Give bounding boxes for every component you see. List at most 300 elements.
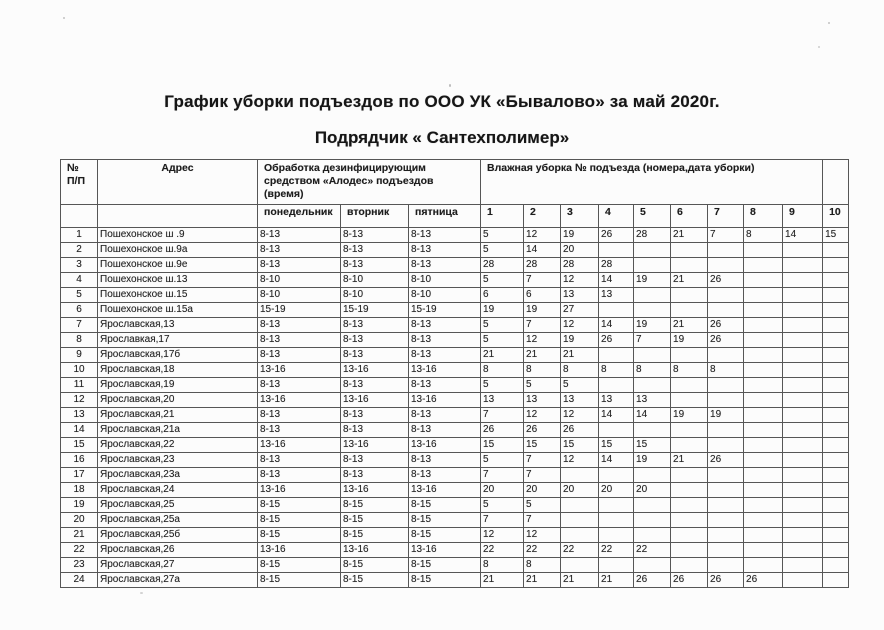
address-cell: Ярославская,23а — [98, 468, 258, 483]
entrance-date-cell: 21 — [671, 228, 708, 243]
entrance-date-cell — [561, 513, 599, 528]
entrance-date-cell: 12 — [481, 528, 524, 543]
table-row — [61, 333, 849, 348]
tuesday-time-cell: 13-16 — [341, 393, 409, 408]
entrance-date-cell: 26 — [744, 573, 783, 588]
monday-time-cell: 13-16 — [258, 363, 341, 378]
row-number-cell: 11 — [61, 378, 98, 393]
monday-time-cell: 8-10 — [258, 273, 341, 288]
entrance-date-cell — [708, 288, 744, 303]
entrance-date-cell: 28 — [561, 258, 599, 273]
entrance-date-cell — [823, 363, 849, 378]
friday-time-cell: 8-13 — [409, 243, 481, 258]
entrance-date-cell: 26 — [708, 573, 744, 588]
entrance-date-cell — [744, 348, 783, 363]
entrance-date-cell: 12 — [561, 273, 599, 288]
entrance-date-cell: 14 — [634, 408, 671, 423]
entrance-date-cell: 7 — [524, 273, 561, 288]
tuesday-time-cell: 8-13 — [341, 243, 409, 258]
entrance-date-cell — [671, 543, 708, 558]
row-number-cell: 19 — [61, 498, 98, 513]
entrance-date-cell — [744, 438, 783, 453]
friday-time-cell: 8-13 — [409, 408, 481, 423]
entrance-date-cell: 8 — [561, 363, 599, 378]
entrance-date-cell: 15 — [634, 438, 671, 453]
entrance-date-cell: 13 — [599, 393, 634, 408]
monday-time-cell: 13-16 — [258, 483, 341, 498]
entrance-date-cell: 7 — [524, 318, 561, 333]
address-cell: Пошехонское ш.9е — [98, 258, 258, 273]
entrance-date-cell — [744, 483, 783, 498]
monday-time-cell: 13-16 — [258, 393, 341, 408]
address-cell: Пошехонское ш.13 — [98, 273, 258, 288]
monday-time-cell: 8-10 — [258, 288, 341, 303]
entrance-date-cell — [634, 528, 671, 543]
num-header-line1: № — [67, 162, 79, 174]
entrance-date-cell — [634, 243, 671, 258]
row-number-cell: 22 — [61, 543, 98, 558]
entrance-date-cell — [634, 348, 671, 363]
entrance-date-cell: 21 — [671, 453, 708, 468]
table-row — [61, 483, 849, 498]
tuesday-time-cell: 8-15 — [341, 498, 409, 513]
tuesday-time-cell: 8-13 — [341, 453, 409, 468]
entrance-date-cell — [634, 498, 671, 513]
entrance-date-cell — [823, 573, 849, 588]
scan-speck — [63, 17, 65, 19]
entrance-date-cell — [708, 498, 744, 513]
table-row — [61, 468, 849, 483]
entrance-date-cell — [671, 483, 708, 498]
entrance-date-cell — [708, 393, 744, 408]
column-header-disinfection: Обработка дезинфицирующим средством «Алодес» подъездов (время) — [258, 160, 481, 205]
entrance-date-cell: 13 — [524, 393, 561, 408]
entrance-date-cell: 26 — [708, 273, 744, 288]
table-row — [61, 558, 849, 573]
document-subtitle: Подрядчик « Сантехполимер» — [314, 128, 570, 147]
table-row — [61, 378, 849, 393]
tuesday-time-cell: 8-15 — [341, 558, 409, 573]
entrance-date-cell — [744, 468, 783, 483]
entrance-date-cell — [708, 303, 744, 318]
entrance-date-cell: 19 — [634, 273, 671, 288]
entrance-date-cell — [744, 393, 783, 408]
address-cell: Ярославская,17б — [98, 348, 258, 363]
friday-time-cell: 8-15 — [409, 558, 481, 573]
entrance-date-cell: 7 — [524, 468, 561, 483]
entrance-date-cell — [744, 453, 783, 468]
entrance-date-cell — [823, 273, 849, 288]
address-cell: Пошехонское ш.15 — [98, 288, 258, 303]
entrance-date-cell: 21 — [599, 573, 634, 588]
column-header-monday: понедельник — [258, 205, 341, 228]
entrance-date-cell: 8 — [524, 558, 561, 573]
entrance-date-cell: 8 — [481, 558, 524, 573]
entrance-date-cell: 5 — [561, 378, 599, 393]
table-row — [61, 303, 849, 318]
address-cell: Ярославская,26 — [98, 543, 258, 558]
entrance-date-cell — [823, 483, 849, 498]
entrance-date-cell: 5 — [524, 498, 561, 513]
entrance-date-cell — [823, 408, 849, 423]
empty-header-cell — [98, 205, 258, 228]
entrance-date-cell — [671, 243, 708, 258]
entrance-date-cell — [783, 318, 823, 333]
entrance-date-cell: 19 — [671, 333, 708, 348]
table-row — [61, 393, 849, 408]
entrance-date-cell: 19 — [524, 303, 561, 318]
entrance-date-cell — [823, 543, 849, 558]
entrance-date-cell — [708, 483, 744, 498]
table-row — [61, 258, 849, 273]
entrance-date-cell: 13 — [561, 393, 599, 408]
entrance-date-cell — [708, 348, 744, 363]
entrance-date-cell — [744, 363, 783, 378]
monday-time-cell: 8-13 — [258, 243, 341, 258]
table-row — [61, 513, 849, 528]
entrance-date-cell: 20 — [524, 483, 561, 498]
address-cell: Ярославская,18 — [98, 363, 258, 378]
entrance-date-cell: 21 — [524, 348, 561, 363]
table-row — [61, 498, 849, 513]
tuesday-time-cell: 8-13 — [341, 318, 409, 333]
row-number-cell: 15 — [61, 438, 98, 453]
entrance-date-cell: 22 — [524, 543, 561, 558]
num-header-line2: П/П — [67, 175, 86, 187]
tuesday-time-cell: 8-13 — [341, 348, 409, 363]
entrance-date-cell — [783, 303, 823, 318]
entrance-date-cell: 12 — [561, 318, 599, 333]
table-row — [61, 543, 849, 558]
column-header-tuesday: вторник — [341, 205, 409, 228]
entrance-date-cell — [634, 258, 671, 273]
column-header-entrance-7: 7 — [708, 205, 744, 228]
entrance-date-cell — [708, 243, 744, 258]
table-row — [61, 438, 849, 453]
entrance-date-cell: 21 — [561, 348, 599, 363]
entrance-date-cell — [783, 543, 823, 558]
address-cell: Ярославская,21а — [98, 423, 258, 438]
column-header-entrance-1: 1 — [481, 205, 524, 228]
entrance-date-cell: 19 — [708, 408, 744, 423]
entrance-date-cell — [744, 528, 783, 543]
entrance-date-cell: 26 — [481, 423, 524, 438]
row-number-cell: 7 — [61, 318, 98, 333]
entrance-date-cell: 21 — [524, 573, 561, 588]
entrance-date-cell — [783, 468, 823, 483]
entrance-date-cell: 8 — [599, 363, 634, 378]
entrance-date-cell: 15 — [823, 228, 849, 243]
entrance-date-cell — [744, 273, 783, 288]
table-row — [61, 423, 849, 438]
entrance-date-cell: 14 — [599, 408, 634, 423]
entrance-date-cell: 12 — [524, 228, 561, 243]
friday-time-cell: 8-13 — [409, 333, 481, 348]
entrance-date-cell: 12 — [524, 408, 561, 423]
entrance-date-cell: 8 — [744, 228, 783, 243]
row-number-cell: 18 — [61, 483, 98, 498]
entrance-date-cell — [744, 513, 783, 528]
monday-time-cell: 8-15 — [258, 528, 341, 543]
entrance-date-cell: 5 — [481, 498, 524, 513]
table-row — [61, 288, 849, 303]
friday-time-cell: 13-16 — [409, 543, 481, 558]
entrance-date-cell — [783, 558, 823, 573]
entrance-date-cell — [671, 558, 708, 573]
entrance-date-cell — [783, 258, 823, 273]
entrance-date-cell: 14 — [599, 453, 634, 468]
entrance-date-cell — [744, 318, 783, 333]
monday-time-cell: 8-15 — [258, 498, 341, 513]
entrance-date-cell — [823, 438, 849, 453]
entrance-date-cell — [744, 498, 783, 513]
entrance-date-cell — [599, 558, 634, 573]
entrance-date-cell — [823, 468, 849, 483]
table-row — [61, 573, 849, 588]
entrance-date-cell — [708, 513, 744, 528]
row-number-cell: 2 — [61, 243, 98, 258]
entrance-date-cell — [783, 513, 823, 528]
entrance-date-cell — [783, 288, 823, 303]
entrance-date-cell: 21 — [671, 318, 708, 333]
entrance-date-cell: 27 — [561, 303, 599, 318]
entrance-date-cell: 21 — [481, 348, 524, 363]
entrance-date-cell — [599, 303, 634, 318]
entrance-date-cell: 6 — [524, 288, 561, 303]
entrance-date-cell: 7 — [708, 228, 744, 243]
friday-time-cell: 8-13 — [409, 378, 481, 393]
table-row — [61, 348, 849, 363]
tuesday-time-cell: 8-13 — [341, 228, 409, 243]
entrance-date-cell — [783, 363, 823, 378]
entrance-date-cell — [744, 333, 783, 348]
column-header-friday: пятница — [409, 205, 481, 228]
entrance-date-cell: 14 — [783, 228, 823, 243]
row-number-cell: 12 — [61, 393, 98, 408]
entrance-date-cell: 14 — [599, 273, 634, 288]
friday-time-cell: 8-13 — [409, 258, 481, 273]
monday-time-cell: 8-15 — [258, 558, 341, 573]
entrance-date-cell: 26 — [634, 573, 671, 588]
entrance-date-cell — [708, 468, 744, 483]
entrance-date-cell: 26 — [561, 423, 599, 438]
entrance-date-cell — [634, 378, 671, 393]
table-header — [61, 160, 849, 228]
tuesday-time-cell: 13-16 — [341, 483, 409, 498]
entrance-date-cell — [783, 333, 823, 348]
address-cell: Ярославская,23 — [98, 453, 258, 468]
entrance-date-cell: 22 — [634, 543, 671, 558]
monday-time-cell: 8-15 — [258, 573, 341, 588]
entrance-date-cell — [823, 453, 849, 468]
entrance-date-cell: 8 — [671, 363, 708, 378]
entrance-date-cell — [823, 528, 849, 543]
tuesday-time-cell: 8-15 — [341, 513, 409, 528]
entrance-date-cell — [599, 378, 634, 393]
friday-time-cell: 8-15 — [409, 528, 481, 543]
address-cell: Пошехонское ш.9а — [98, 243, 258, 258]
entrance-date-cell: 19 — [561, 228, 599, 243]
entrance-date-cell: 13 — [561, 288, 599, 303]
entrance-date-cell: 7 — [481, 468, 524, 483]
row-number-cell: 4 — [61, 273, 98, 288]
entrance-date-cell — [823, 558, 849, 573]
column-header-entrance-6: 6 — [671, 205, 708, 228]
tuesday-time-cell: 8-15 — [341, 528, 409, 543]
entrance-date-cell: 8 — [481, 363, 524, 378]
entrance-date-cell — [823, 258, 849, 273]
entrance-date-cell: 22 — [561, 543, 599, 558]
friday-time-cell: 8-15 — [409, 573, 481, 588]
address-cell: Ярославская,27а — [98, 573, 258, 588]
entrance-date-cell: 19 — [634, 453, 671, 468]
friday-time-cell: 8-13 — [409, 318, 481, 333]
monday-time-cell: 8-13 — [258, 378, 341, 393]
entrance-date-cell: 19 — [561, 333, 599, 348]
entrance-date-cell — [783, 498, 823, 513]
entrance-date-cell: 12 — [561, 453, 599, 468]
entrance-date-cell: 15 — [561, 438, 599, 453]
friday-time-cell: 8-10 — [409, 273, 481, 288]
friday-time-cell: 13-16 — [409, 393, 481, 408]
entrance-date-cell: 7 — [524, 513, 561, 528]
monday-time-cell: 8-13 — [258, 423, 341, 438]
entrance-date-cell — [671, 393, 708, 408]
row-number-cell: 20 — [61, 513, 98, 528]
entrance-date-cell — [708, 423, 744, 438]
entrance-date-cell: 28 — [481, 258, 524, 273]
row-number-cell: 1 — [61, 228, 98, 243]
entrance-date-cell: 26 — [524, 423, 561, 438]
entrance-date-cell — [599, 513, 634, 528]
entrance-date-cell: 21 — [481, 573, 524, 588]
entrance-date-cell: 20 — [561, 483, 599, 498]
entrance-date-cell — [783, 393, 823, 408]
entrance-date-cell: 7 — [634, 333, 671, 348]
entrance-date-cell: 14 — [524, 243, 561, 258]
entrance-date-cell: 28 — [524, 258, 561, 273]
entrance-date-cell — [744, 288, 783, 303]
address-cell: Ярославская,22 — [98, 438, 258, 453]
entrance-date-cell — [783, 423, 823, 438]
entrance-date-cell — [708, 558, 744, 573]
monday-time-cell: 8-15 — [258, 513, 341, 528]
entrance-date-cell: 15 — [599, 438, 634, 453]
address-cell: Ярославская,13 — [98, 318, 258, 333]
entrance-date-cell — [783, 243, 823, 258]
column-header-wet-cleaning: Влажная уборка № подъезда (номера,дата уборки) — [481, 160, 823, 205]
table-row — [61, 273, 849, 288]
schedule-table-body — [61, 228, 849, 588]
entrance-date-cell — [599, 348, 634, 363]
entrance-date-cell: 15 — [524, 438, 561, 453]
column-header-entrance-3: 3 — [561, 205, 599, 228]
monday-time-cell: 8-13 — [258, 408, 341, 423]
address-cell: Ярославская,19 — [98, 378, 258, 393]
entrance-date-cell — [561, 528, 599, 543]
entrance-date-cell — [671, 303, 708, 318]
friday-time-cell: 15-19 — [409, 303, 481, 318]
entrance-date-cell — [783, 348, 823, 363]
empty-header-cell — [823, 160, 849, 205]
row-number-cell: 21 — [61, 528, 98, 543]
entrance-date-cell: 19 — [481, 303, 524, 318]
tuesday-time-cell: 8-15 — [341, 573, 409, 588]
entrance-date-cell: 22 — [481, 543, 524, 558]
monday-time-cell: 8-13 — [258, 333, 341, 348]
scan-speck — [449, 84, 451, 87]
entrance-date-cell: 5 — [481, 318, 524, 333]
header-row-sub — [61, 205, 849, 228]
friday-time-cell: 8-10 — [409, 288, 481, 303]
entrance-date-cell — [708, 378, 744, 393]
empty-header-cell — [61, 205, 98, 228]
entrance-date-cell: 5 — [481, 333, 524, 348]
tuesday-time-cell: 8-13 — [341, 333, 409, 348]
entrance-date-cell: 14 — [599, 318, 634, 333]
entrance-date-cell — [671, 468, 708, 483]
entrance-date-cell — [783, 408, 823, 423]
friday-time-cell: 8-13 — [409, 228, 481, 243]
entrance-date-cell — [671, 378, 708, 393]
entrance-date-cell — [671, 423, 708, 438]
entrance-date-cell — [823, 378, 849, 393]
entrance-date-cell — [708, 438, 744, 453]
entrance-date-cell — [634, 288, 671, 303]
entrance-date-cell — [744, 243, 783, 258]
entrance-date-cell — [671, 438, 708, 453]
entrance-date-cell: 7 — [481, 513, 524, 528]
entrance-date-cell — [783, 573, 823, 588]
tuesday-time-cell: 8-10 — [341, 288, 409, 303]
entrance-date-cell: 26 — [599, 228, 634, 243]
address-cell: Ярославская,21 — [98, 408, 258, 423]
tuesday-time-cell: 15-19 — [341, 303, 409, 318]
entrance-date-cell — [744, 408, 783, 423]
friday-time-cell: 8-13 — [409, 468, 481, 483]
tuesday-time-cell: 13-16 — [341, 438, 409, 453]
entrance-date-cell: 26 — [708, 453, 744, 468]
entrance-date-cell — [744, 303, 783, 318]
entrance-date-cell — [744, 423, 783, 438]
entrance-date-cell — [671, 288, 708, 303]
tuesday-time-cell: 13-16 — [341, 543, 409, 558]
tuesday-time-cell: 8-13 — [341, 258, 409, 273]
row-number-cell: 8 — [61, 333, 98, 348]
table-row — [61, 243, 849, 258]
entrance-date-cell: 26 — [599, 333, 634, 348]
entrance-date-cell — [708, 543, 744, 558]
entrance-date-cell: 12 — [561, 408, 599, 423]
entrance-date-cell: 20 — [634, 483, 671, 498]
entrance-date-cell — [744, 558, 783, 573]
entrance-date-cell: 8 — [524, 363, 561, 378]
table-row — [61, 363, 849, 378]
row-number-cell: 13 — [61, 408, 98, 423]
column-header-entrance-9: 9 — [783, 205, 823, 228]
entrance-date-cell: 21 — [561, 573, 599, 588]
entrance-date-cell — [823, 393, 849, 408]
entrance-date-cell: 22 — [599, 543, 634, 558]
entrance-date-cell: 13 — [634, 393, 671, 408]
address-cell: Пошехонское ш .9 — [98, 228, 258, 243]
entrance-date-cell — [744, 378, 783, 393]
entrance-date-cell: 26 — [708, 318, 744, 333]
row-number-cell: 24 — [61, 573, 98, 588]
table-row — [61, 528, 849, 543]
entrance-date-cell — [823, 288, 849, 303]
entrance-date-cell — [634, 468, 671, 483]
